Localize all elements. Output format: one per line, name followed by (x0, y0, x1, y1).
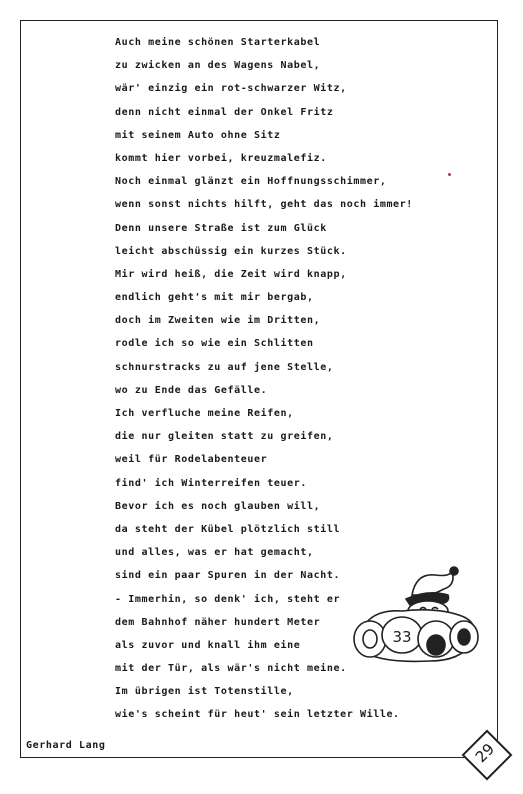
car-number: 33 (392, 628, 412, 646)
poem-line: mit seinem Auto ohne Sitz (115, 129, 281, 141)
poem-line: leicht abschüssig ein kurzes Stück. (115, 245, 347, 257)
poem-line: - Immerhin, so denk' ich, steht er (115, 593, 341, 605)
car-doodle-illustration (340, 565, 485, 675)
author-name: Gerhard Lang (26, 740, 106, 751)
poem-line: weil für Rodelabenteuer (115, 454, 268, 466)
poem-line: da steht der Kübel plötzlich still (115, 523, 341, 535)
poem-line: Ich verfluche meine Reifen, (115, 408, 294, 419)
poem-line: kommt hier vorbei, kreuzmalefiz. (115, 152, 327, 164)
poem-line: zu zwicken an des Wagens Nabel, (115, 60, 321, 72)
poem-line: Im übrigen ist Totenstille, (115, 686, 294, 698)
poem-line: sind ein paar Spuren in der Nacht. (115, 570, 341, 582)
page-number-badge (462, 730, 508, 776)
poem-line: schnurstracks zu auf jene Stelle, (115, 361, 334, 373)
poem-line: doch im Zweiten wie im Dritten, (115, 315, 321, 327)
poem-line: Noch einmal glänzt ein Hoffnungsschimmer, (115, 176, 387, 188)
poem-line: wär' einzig ein rot-schwarzer Witz, (115, 83, 347, 95)
poem-line: als zuvor und knall ihm eine (115, 639, 301, 651)
poem-line: dem Bahnhof näher hundert Meter (115, 616, 321, 628)
poem-line: denn nicht einmal der Onkel Fritz (115, 106, 334, 118)
poem-line: Bevor ich es noch glauben will, (115, 500, 321, 512)
poem-line: wie's scheint für heut' sein letzter Wille. (115, 709, 400, 721)
poem-line: endlich geht's mit mir bergab, (115, 292, 314, 304)
poem-line: die nur gleiten statt zu greifen, (115, 431, 334, 443)
poem-line: wenn sonst nichts hilft, geht das noch immer! (115, 199, 413, 211)
poem-line: Denn unsere Straße ist zum Glück (115, 222, 327, 234)
poem-line: und alles, was er hat gemacht, (115, 547, 314, 559)
ink-speck (448, 173, 451, 176)
poem-line: rodle ich so wie ein Schlitten (115, 338, 314, 350)
poem-line: wo zu Ende das Gefälle. (115, 384, 268, 396)
poem-line: mit der Tür, als wär's nicht meine. (115, 663, 347, 675)
page-number: 29 (471, 739, 499, 767)
poem-line: Auch meine schönen Starterkabel (115, 37, 321, 48)
poem-line: find' ich Winterreifen teuer. (115, 477, 307, 489)
poem-line: Mir wird heiß, die Zeit wird knapp, (115, 268, 347, 280)
